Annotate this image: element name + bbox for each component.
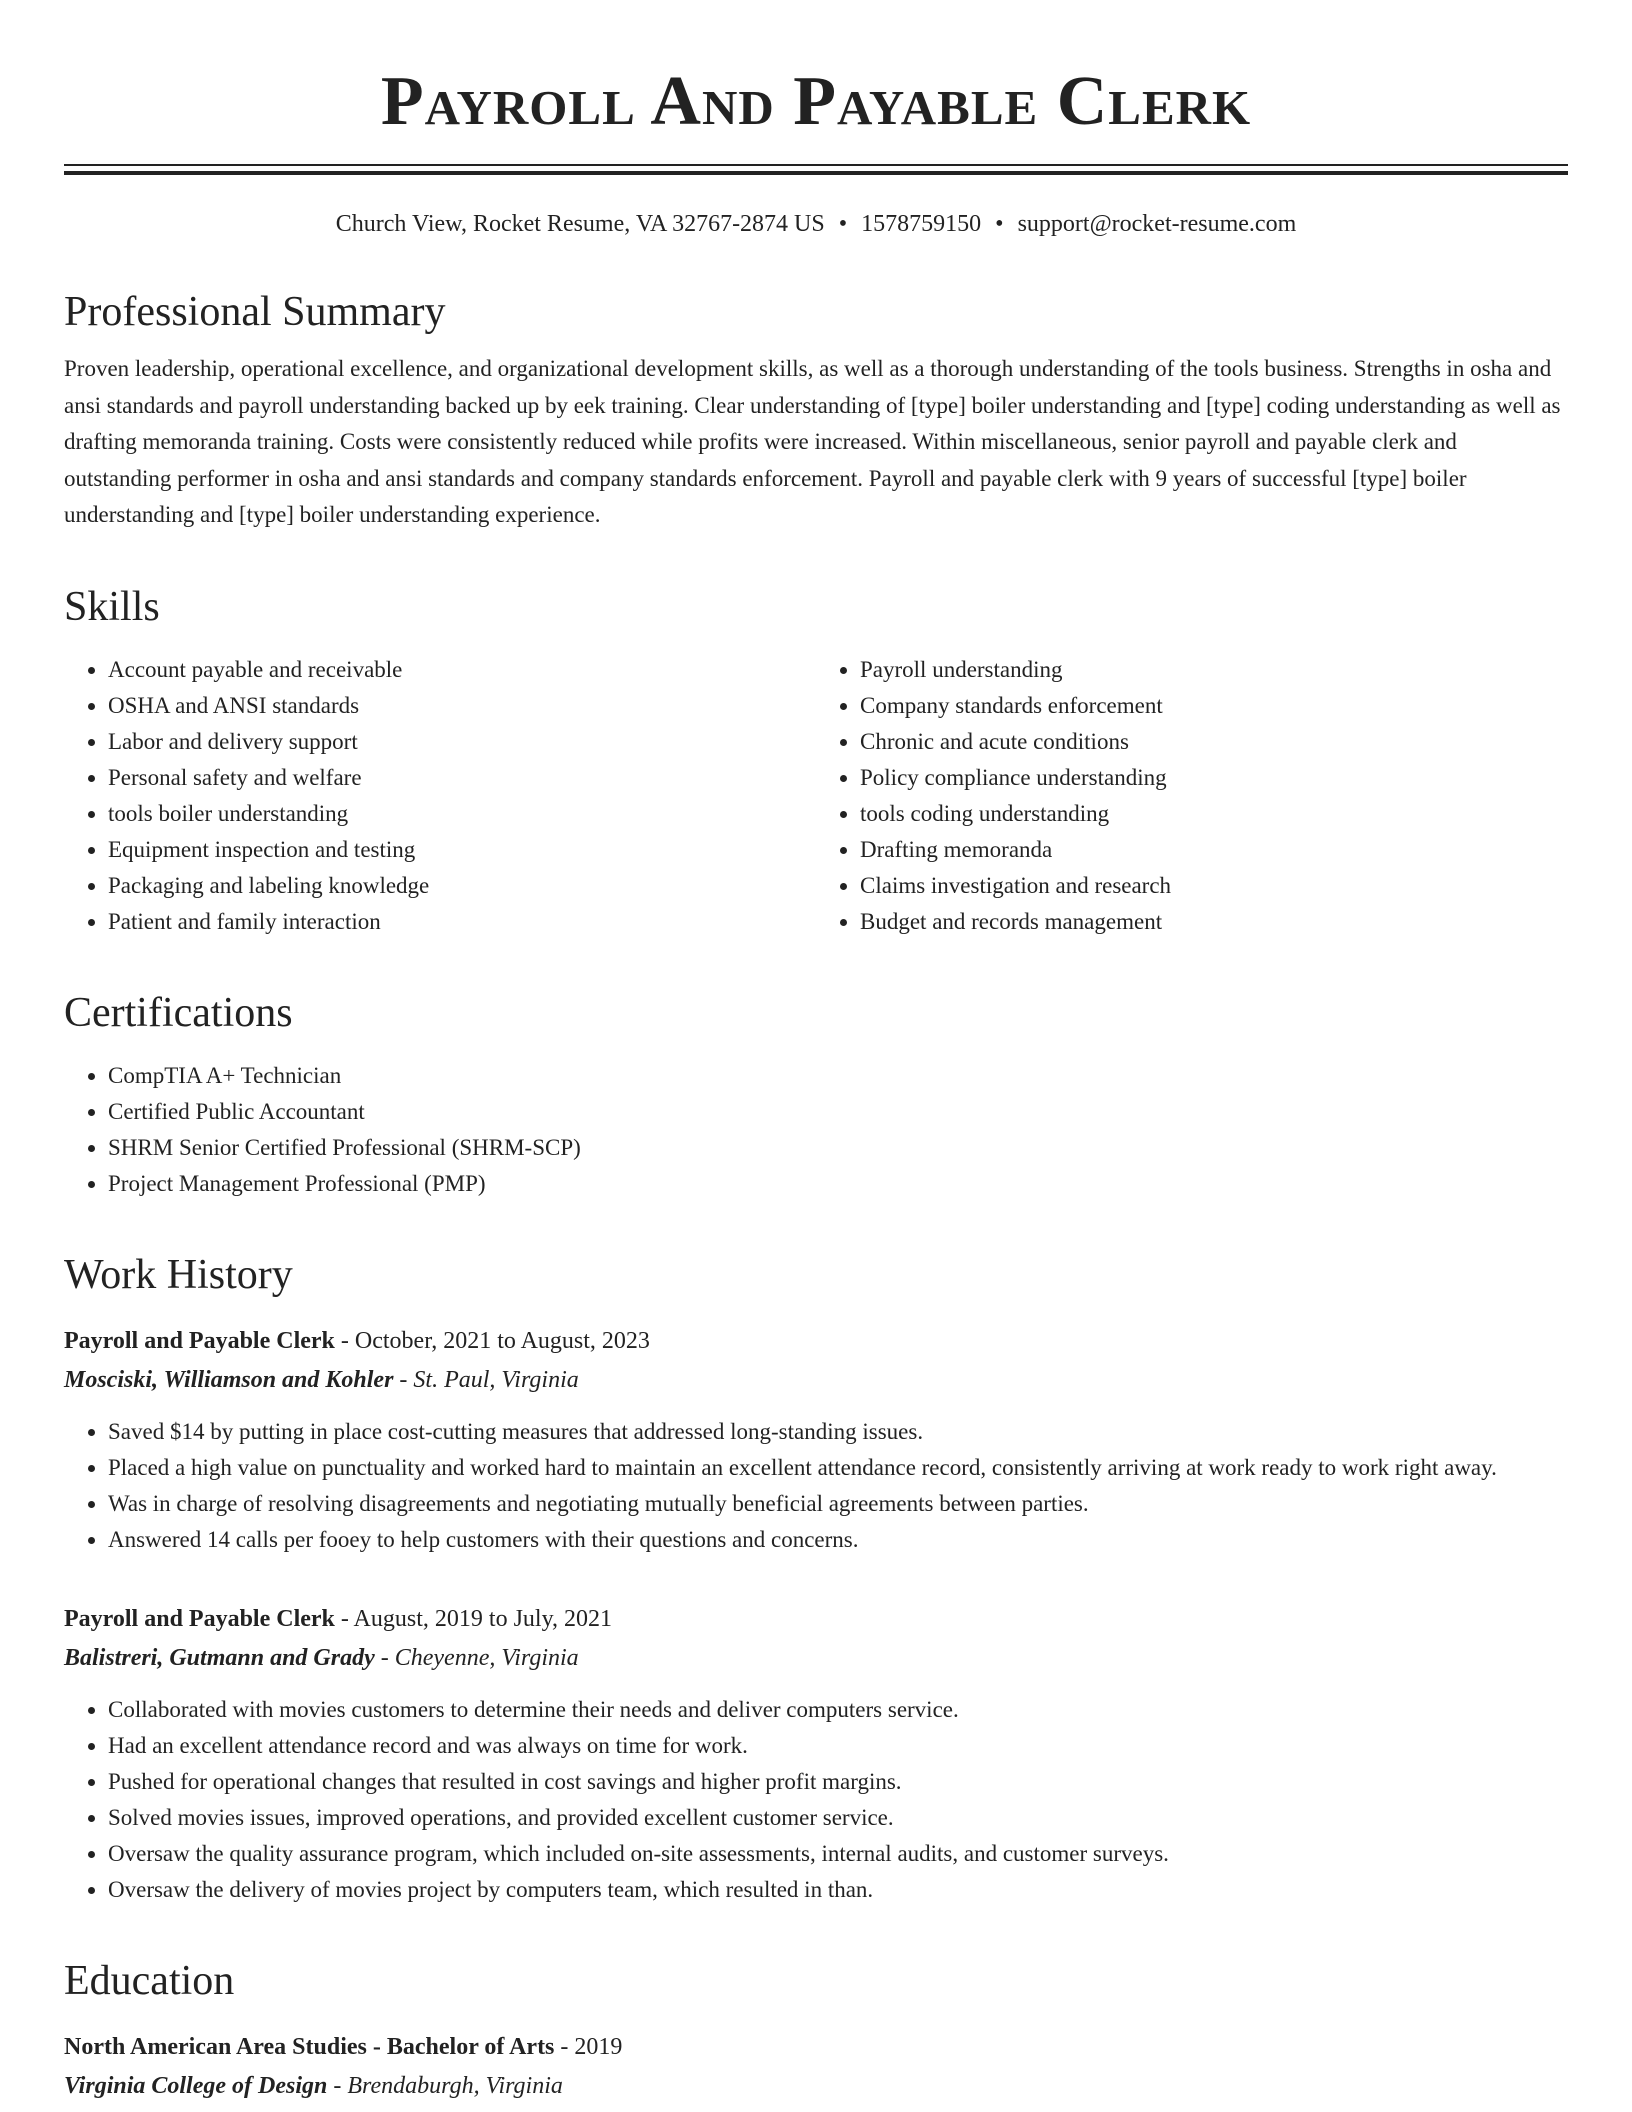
job-bullet: • Answered 14 calls per fooey to help customers with their questions and concerns. [108,1522,1568,1558]
header-divider-thick [64,171,1568,175]
certification-item: • Project Management Professional (PMP) [108,1166,1568,1202]
certification-item: • CompTIA A+ Technician [108,1058,1568,1094]
skills-columns [64,652,1568,940]
skill-item: • Packaging and labeling knowledge [108,868,816,904]
skill-item: • Labor and delivery support [108,724,816,760]
skills-heading: Skills [64,583,160,630]
certifications-heading: Certifications [64,989,293,1036]
job-company: Mosciski, Williamson and Kohler [64,1366,394,1393]
skill-item: • Payroll understanding [860,652,1568,688]
job-company-line [64,1639,1568,1678]
education-heading: Education [64,1957,235,2004]
education-degree-line [64,2028,1568,2067]
skill-item: • Policy compliance understanding [860,760,1568,796]
job-entry [64,1600,1568,1908]
certification-item: • Certified Public Accountant [108,1094,1568,1130]
job-bullet: • Pushed for operational changes that resulted in cost savings and higher profit margins. [108,1764,1568,1800]
work-history-heading: Work History [64,1251,293,1298]
header-divider-thin [64,164,1568,166]
education-school: Virginia College of Design [64,2072,328,2099]
contact-separator: • [838,211,848,237]
job-bullet: • Had an excellent attendance record and was always on time for work. [108,1728,1568,1764]
job-dates: - August, 2019 to July, 2021 [334,1605,613,1632]
skill-item: • tools boiler understanding [108,796,816,832]
education-year: - 2019 [554,2033,623,2060]
skill-item: • tools coding understanding [860,796,1568,832]
summary-heading: Professional Summary [64,289,446,335]
job-bullets [64,1692,1568,1908]
skill-item: • Company standards enforcement [860,688,1568,724]
contact-separator: • [995,211,1004,237]
skill-item: • Account payable and receivable [108,652,816,688]
job-bullet: • Collaborated with movies customers to determine their needs and deliver computers service. [108,1692,1568,1728]
job-bullet: • Oversaw the quality assurance program, which included on-site assessments, internal audits, and customer surveys. [108,1836,1568,1872]
job-bullet: • Was in charge of resolving disagreements and negotiating mutually beneficial agreements between parties. [108,1486,1568,1522]
skill-item: • Personal safety and welfare [108,760,816,796]
skill-item: • Equipment inspection and testing [108,832,816,868]
contact-email[interactable]: support@rocket-resume.com [1017,211,1297,237]
job-bullet: • Solved movies issues, improved operations, and provided excellent customer service. [108,1800,1568,1836]
certifications-list [64,1058,1568,1202]
skill-item: • Chronic and acute conditions [860,724,1568,760]
job-title-line [64,1600,1568,1639]
skill-item: • Claims investigation and research [860,868,1568,904]
summary-text: Proven leadership, operational excellence, and organizational development skills, as well as a thorough understanding of the tools business. Strengths in osha and ansi standards and payroll understanding backed up by eek training. Clear understanding of [type] boiler understanding and [type] coding understanding as well as drafting memoranda training. Costs were consistently reduced while profits were increased. Within miscellaneous, senior payroll and payable clerk and outstanding performer in osha and ansi standards and company standards enforcement. Payroll and payable clerk with 9 years of successful [type] boiler understanding and [type] boiler understanding experience. [64,356,1561,527]
education-school-line [64,2067,1568,2106]
job-entry [64,1322,1568,1558]
job-bullet: • Oversaw the delivery of movies project by computers team, which resulted in than. [108,1872,1568,1908]
education-entry [64,2028,1568,2106]
skill-item: • OSHA and ANSI standards [108,688,816,724]
contact-address: Church View, Rocket Resume, VA 32767-2874 US [335,211,825,237]
job-bullet: • Saved $14 by putting in place cost-cutting measures that addressed long-standing issues. [108,1414,1568,1450]
job-title: Payroll and Payable Clerk [64,1605,335,1632]
skill-item: • Patient and family interaction [108,904,816,940]
job-title: Payroll and Payable Clerk [64,1327,335,1354]
job-title-line [64,1322,1568,1361]
job-company-line [64,1361,1568,1400]
job-dates: - October, 2021 to August, 2023 [334,1327,650,1354]
certification-item: • SHRM Senior Certified Professional (SHRM-SCP) [108,1130,1568,1166]
candidate-name: Payroll And Payable Clerk [380,63,1252,140]
job-location: - St. Paul, Virginia [393,1366,579,1393]
job-company: Balistreri, Gutmann and Grady [64,1644,375,1671]
education-location: - Brendaburgh, Virginia [327,2072,563,2099]
skills-list-right [816,652,1568,940]
skill-item: • Drafting memoranda [860,832,1568,868]
skills-list-left [64,652,816,940]
contact-phone: 1578759150 [861,211,982,237]
contact-line [64,209,1568,239]
job-bullets [64,1414,1568,1558]
job-bullet: • Placed a high value on punctuality and worked hard to maintain an excellent attendance record, consistently arriving at work ready to work right away. [108,1450,1568,1486]
job-location: - Cheyenne, Virginia [374,1644,579,1671]
education-degree: North American Area Studies - Bachelor of Arts [64,2033,555,2060]
skill-item: • Budget and records management [860,904,1568,940]
